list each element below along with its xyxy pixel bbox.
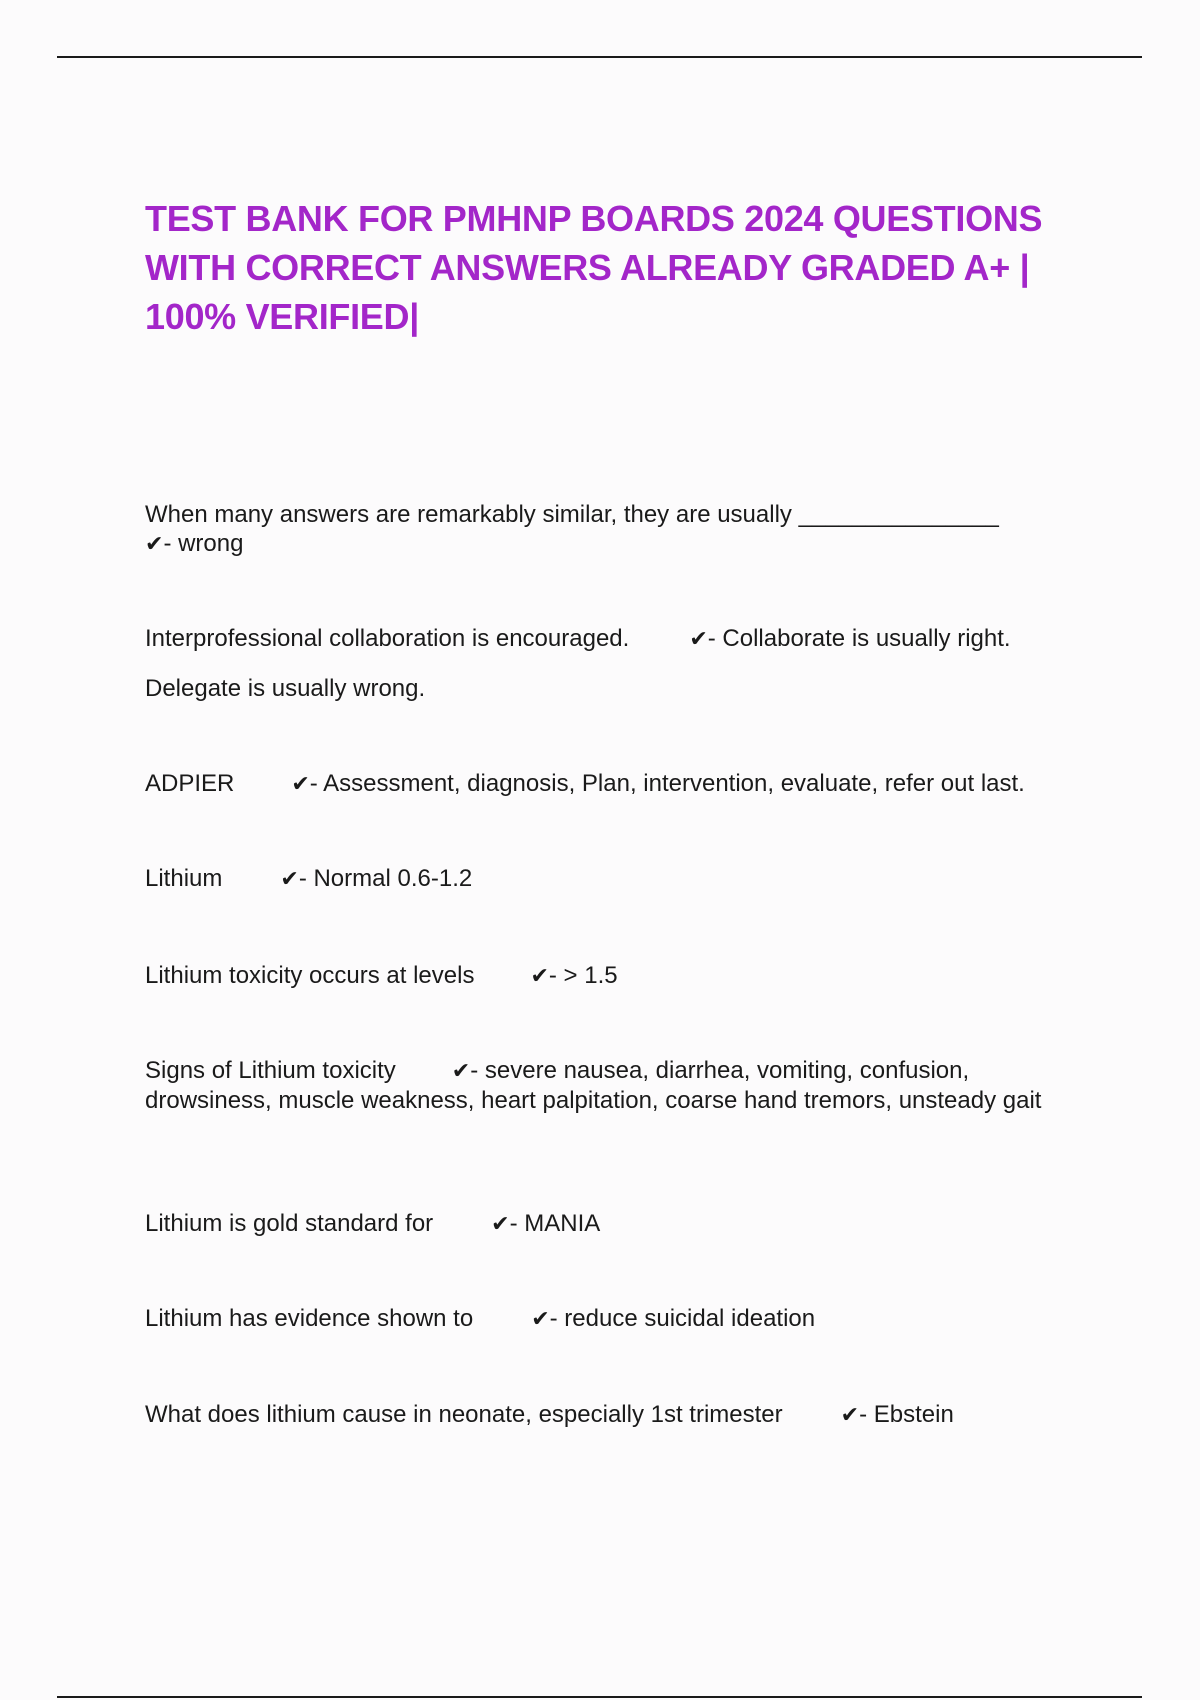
answer-text: - wrong (163, 530, 244, 557)
qa-item (145, 864, 1085, 894)
qa-item (145, 1209, 1085, 1239)
answer-text: - Assessment, diagnosis, Plan, intervention, evaluate, refer out last. (309, 770, 1025, 797)
answer-text: - Collaborate is usually right. (707, 625, 1011, 652)
answer-text: - severe nausea, diarrhea, vomiting, confusion, drowsiness, muscle weakness, heart palpitation, coarse hand tremors, unsteady gait (145, 1057, 1042, 1114)
qa-item (145, 1056, 1085, 1115)
top-rule (57, 56, 1142, 58)
answer-text: - reduce suicidal ideation (549, 1305, 816, 1332)
question-text: ADPIER (145, 770, 235, 797)
check-mark-icon: ✔ (530, 964, 549, 989)
qa-item (145, 961, 1085, 991)
question-text: Lithium toxicity occurs at levels (145, 962, 475, 989)
question-text: Lithium (145, 865, 223, 892)
qa-item (145, 1400, 1085, 1430)
check-mark-icon: ✔ (531, 1307, 550, 1332)
question-text: Lithium has evidence shown to (145, 1305, 474, 1332)
answer-text: - > 1.5 (548, 962, 618, 989)
document-title: TEST BANK FOR PMHNP BOARDS 2024 QUESTIONS WITH CORRECT ANSWERS ALREADY GRADED A+ | 100% VERIFIED| (145, 198, 1043, 337)
question-text: Lithium is gold standard for (145, 1210, 434, 1237)
check-mark-icon: ✔ (840, 1403, 860, 1428)
question-text: What does lithium cause in neonate, especially 1st trimester (145, 1401, 783, 1428)
answer-text: - Ebstein (859, 1401, 954, 1428)
qa-item (145, 769, 1085, 799)
question-text: Interprofessional collaboration is encouraged. (145, 625, 630, 652)
check-mark-icon: ✔ (451, 1059, 471, 1084)
check-mark-icon: ✔ (280, 867, 299, 892)
qa-item (145, 1304, 1085, 1334)
answer-text-continued: Delegate is usually wrong. (145, 675, 426, 702)
answer-text: - Normal 0.6-1.2 (298, 865, 473, 892)
check-mark-icon: ✔ (145, 532, 164, 557)
answer-text: - MANIA (509, 1210, 601, 1237)
check-mark-icon: ✔ (491, 1212, 510, 1237)
check-mark-icon: ✔ (291, 772, 310, 797)
qa-item (145, 500, 1085, 559)
question-text: When many answers are remarkably similar, they are usually _______________ (145, 501, 999, 528)
check-mark-icon: ✔ (689, 627, 708, 652)
bottom-rule (57, 1696, 1142, 1698)
qa-item (145, 624, 1085, 703)
question-text: Signs of Lithium toxicity (145, 1057, 396, 1084)
